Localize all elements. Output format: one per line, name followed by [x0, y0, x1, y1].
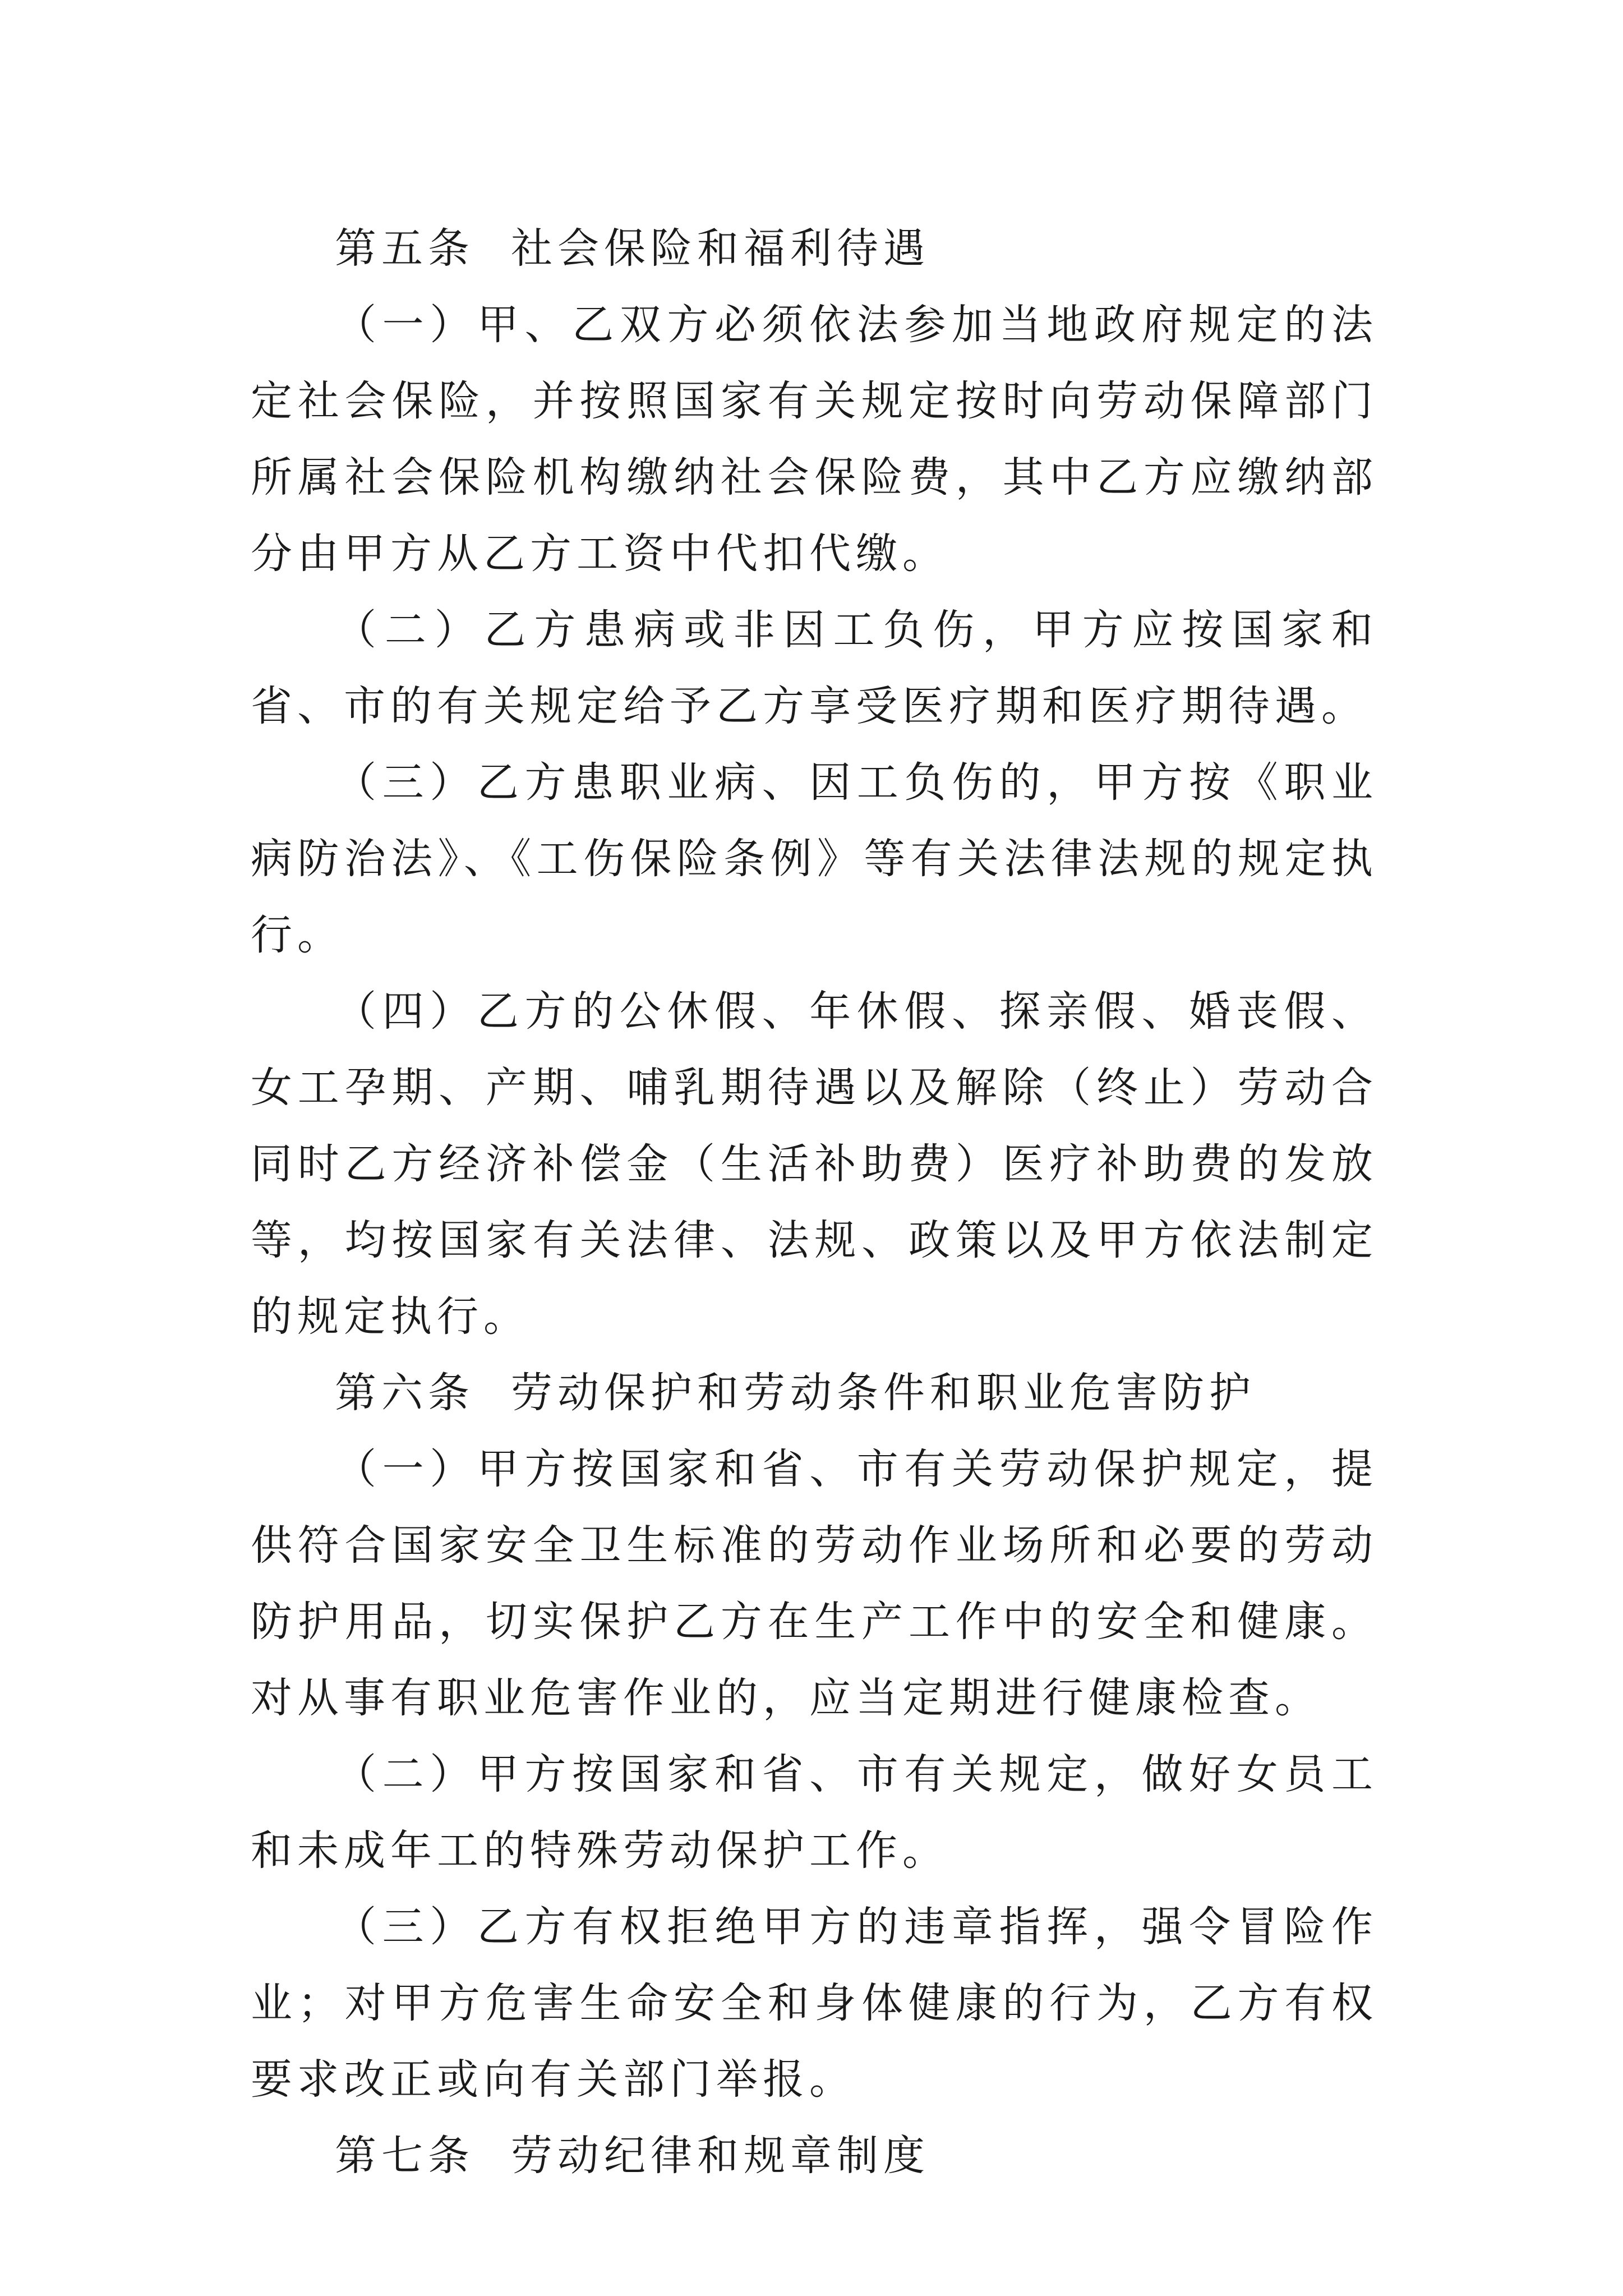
article-5-heading: 第五条 社会保险和福利待遇: [335, 224, 930, 273]
article-7-heading: 第七条 劳动纪律和规章制度: [335, 2132, 930, 2180]
article-5-clause-1: （一）甲、乙双方必须依法参加当地政府规定的法定社会保险，并按照国家有关规定按时向劳动保障部门所属社会保险机构缴纳社会保险费，其中乙方应缴纳部分由甲方从乙方工资中代扣代缴。: [251, 301, 1378, 578]
article-5-clause-3: （三）乙方患职业病、因工负伤的，甲方按《职业病防治法》、《工伤保险条例》等有关法律法规的规定执行。: [251, 758, 1378, 959]
article-5-clause-2: （二）乙方患病或非因工负伤，甲方应按国家和省、市的有关规定给予乙方享受医疗期和医疗期待遇。: [251, 606, 1378, 730]
document-body: [251, 210, 1378, 2194]
article-6-clause-1: （一）甲方按国家和省、市有关劳动保护规定，提供符合国家安全卫生标准的劳动作业场所和必要的劳动防护用品，切实保护乙方在生产工作中的安全和健康。对从事有职业危害作业的，应当定期进行健康检查。: [251, 1445, 1378, 1722]
article-6-heading: 第六条 劳动保护和劳动条件和职业危害防护: [335, 1369, 1256, 1417]
article-6-clause-3: （三）乙方有权拒绝甲方的违章指挥，强令冒险作业；对甲方危害生命安全和身体健康的行为，乙方有权要求改正或向有关部门举报。: [251, 1903, 1378, 2104]
article-5-clause-4: （四）乙方的公休假、年休假、探亲假、婚丧假、女工孕期、产期、哺乳期待遇以及解除（终止）劳动合同时乙方经济补偿金（生活补助费）医疗补助费的发放等，均按国家有关法律、法规、政策以及甲方依法制定的规定执行。: [251, 987, 1378, 1341]
article-6-clause-2: （二）甲方按国家和省、市有关规定，做好女员工和未成年工的特殊劳动保护工作。: [251, 1750, 1378, 1875]
